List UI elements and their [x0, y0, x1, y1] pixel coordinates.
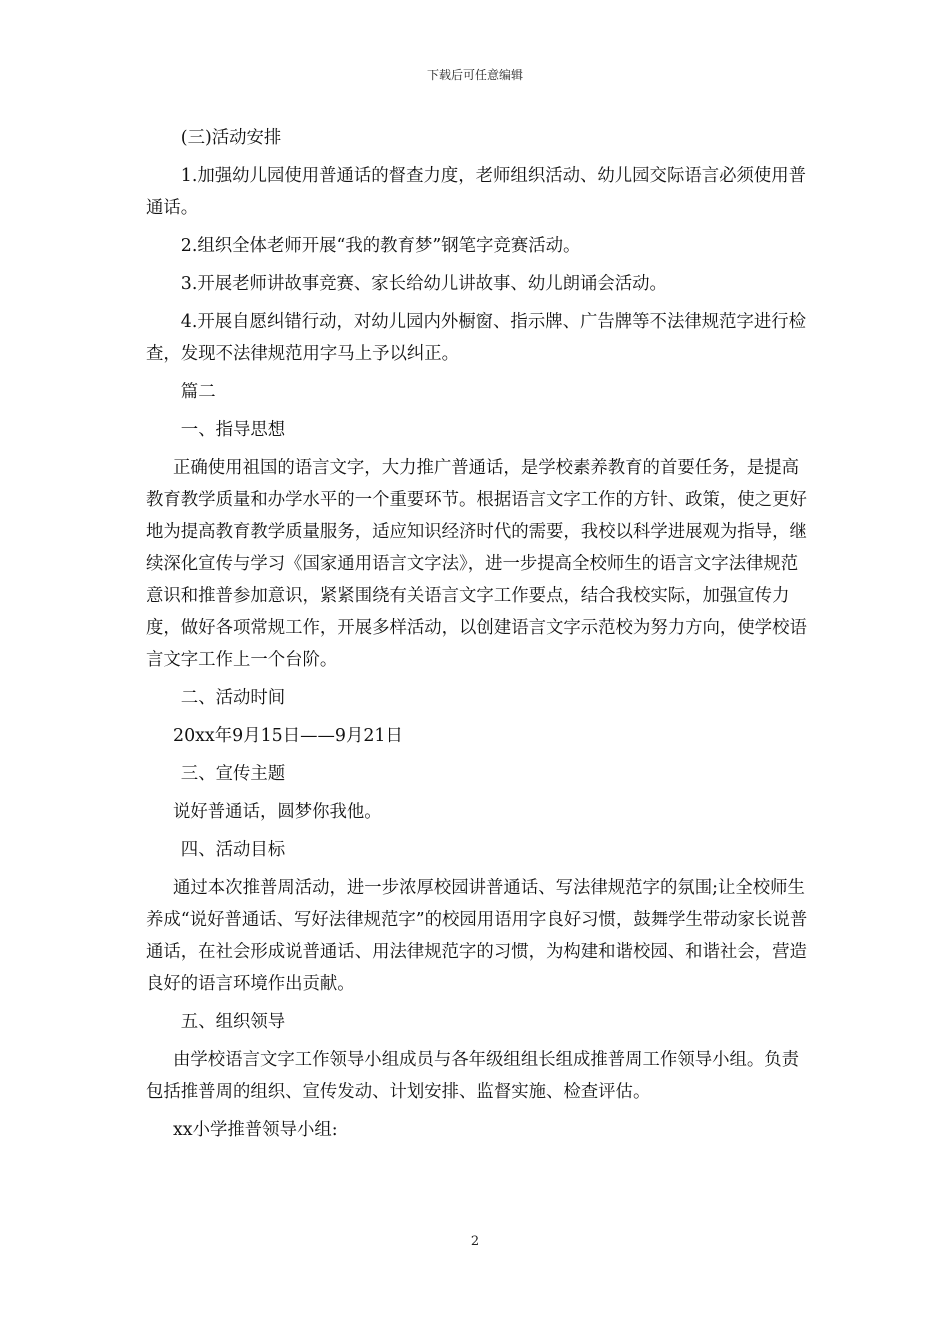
section-heading: 四、活动目标: [180, 840, 286, 860]
paragraph: 1.加强幼儿园使用普通话的督查力度，老师组织活动、幼儿园交际语言必须使用普通话。: [146, 166, 807, 218]
paragraph: 4.开展自愿纠错行动，对幼儿园内外橱窗、指示牌、广告牌等不法律规范字进行检查，发现不法律规范用字马上予以纠正。: [146, 312, 807, 364]
page-header: 下载后可任意编辑: [426, 68, 523, 82]
paragraph: xx小学推普领导小组:: [173, 1120, 338, 1140]
section-heading: 一、指导思想: [180, 420, 286, 440]
paragraph: 2.组织全体老师开展“我的教育梦”钢笔字竞赛活动。: [180, 236, 581, 256]
paragraph: 由学校语言文字工作领导小组成员与各年级组组长组成推普周工作领导小组。负责包括推普周的组织、宣传发动、计划安排、监督实施、检查评估。: [146, 1050, 800, 1102]
paragraph: 20xx年9月15日——9月21日: [173, 726, 403, 746]
paragraph: 3.开展老师讲故事竞赛、家长给幼儿讲故事、幼儿朗诵会活动。: [180, 274, 667, 294]
page-number: 2: [470, 1234, 480, 1249]
section-heading: 五、组织领导: [180, 1012, 286, 1032]
paragraph: 说好普通话，圆梦你我他。: [173, 802, 382, 822]
section-heading: 篇二: [180, 382, 216, 402]
paragraph: 正确使用祖国的语言文字，大力推广普通话，是学校素养教育的首要任务，是提高教育教学质量和办学水平的一个重要环节。根据语言文字工作的方针、政策，使之更好地为提高教育教学质量服务，适应知识经济时代的需要，我校以科学进展观为指导，继续深化宣传与学习《国家通用语言文字法》，进一步提高全校师生的语言文字法律规范意识和推普参加意识，紧紧围绕有关语言文字工作要点，结合我校实际，加强宣传力度，做好各项常规工作，开展多样活动，以创建语言文字示范校为努力方向，使学校语言文字工作上一个台阶。: [146, 458, 807, 670]
section-heading: 三、宣传主题: [180, 764, 286, 784]
document-body: [146, 122, 810, 1152]
section-heading: 二、活动时间: [180, 688, 286, 708]
paragraph: 通过本次推普周活动，进一步浓厚校园讲普通话、写法律规范字的氛围;让全校师生养成“说好普通话、写好法律规范字”的校园用语用字良好习惯，鼓舞学生带动家长说普通话，在社会形成说普通话、用法律规范字的习惯，为构建和谐校园、和谐社会，营造良好的语言环境作出贡献。: [146, 878, 808, 994]
section-heading: (三)活动安排: [180, 128, 282, 148]
